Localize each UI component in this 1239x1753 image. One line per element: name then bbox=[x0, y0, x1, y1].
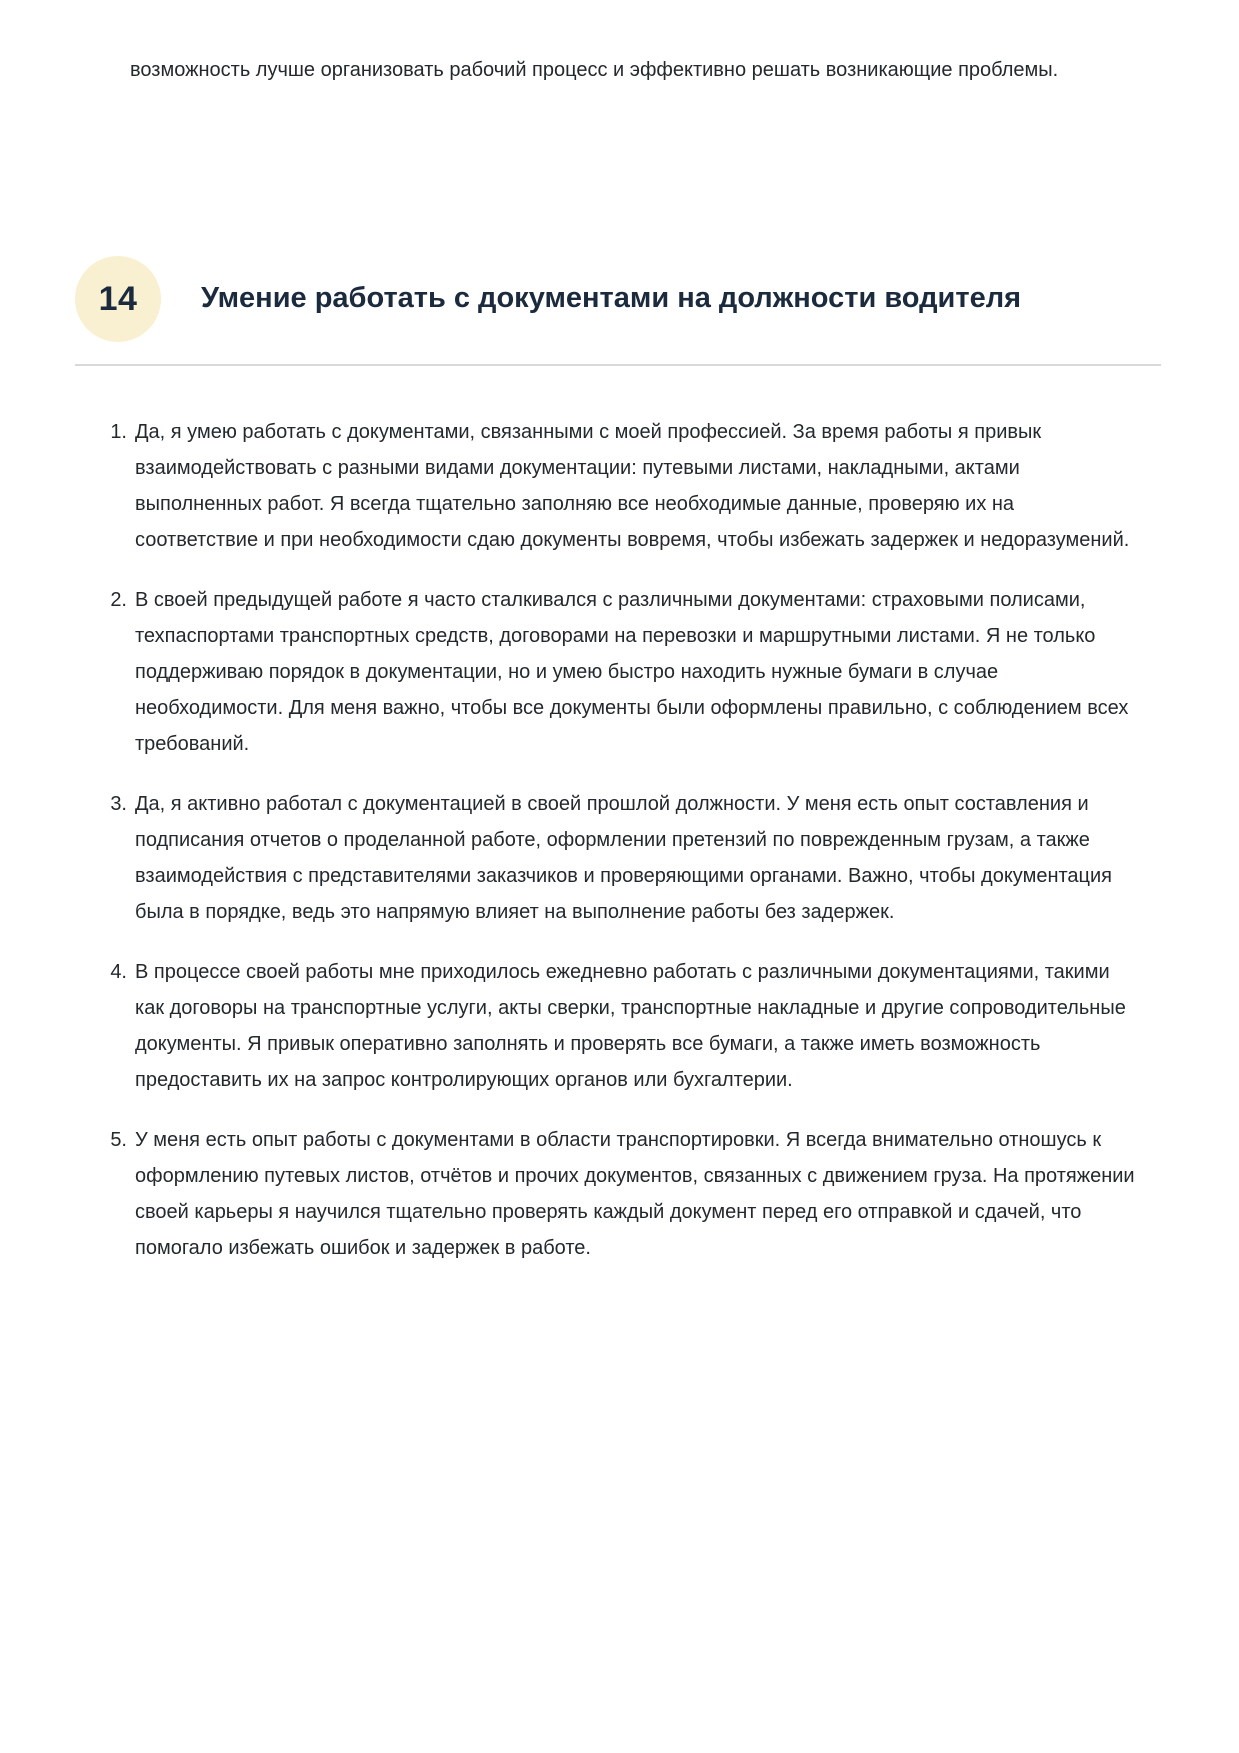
section-header bbox=[75, 256, 1161, 342]
list-item-text: Да, я активно работал с документацией в своей прошлой должности. У меня есть опыт составления и подписания отчетов о проделанной работе, оформлении претензий по поврежденным грузам, а также взаимодействия с представителями заказчиков и проверяющими органами. Важно, чтобы документация была в порядке, ведь это напрямую влияет на выполнение работы без задержек. bbox=[135, 793, 1113, 923]
intro-paragraph: возможность лучше организовать рабочий процесс и эффективно решать возникающие проблемы. bbox=[130, 59, 1059, 81]
list-item bbox=[103, 1122, 1141, 1266]
section-divider bbox=[75, 364, 1161, 366]
list-item bbox=[103, 786, 1141, 930]
list-item bbox=[103, 954, 1141, 1098]
list-item bbox=[103, 582, 1141, 762]
section-title: Умение работать с документами на должности водителя bbox=[201, 282, 1022, 315]
list-item-number: 3. bbox=[110, 793, 127, 815]
list-item-number: 2. bbox=[110, 589, 127, 611]
list-item-text: В своей предыдущей работе я часто сталкивался с различными документами: страховыми полисами, техпаспортами транспортных средств, договорами на перевозки и маршрутными листами. Я не только поддерживаю порядок в документации, но и умею быстро находить нужные бумаги в случае необходимости. Для меня важно, чтобы все документы были оформлены правильно, с соблюдением всех требований. bbox=[135, 589, 1129, 755]
list-item-text: У меня есть опыт работы с документами в области транспортировки. Я всегда внимательно отношусь к оформлению путевых листов, отчётов и прочих документов, связанных с движением груза. На протяжении своей карьеры я научился тщательно проверять каждый документ перед его отправкой и сдачей, что помогало избежать ошибок и задержек в работе. bbox=[135, 1129, 1135, 1259]
list-item-text: В процессе своей работы мне приходилось ежедневно работать с различными документациями, такими как договоры на транспортные услуги, акты сверки, транспортные накладные и другие сопроводительные документы. Я привык оперативно заполнять и проверять все бумаги, а также иметь возможность предоставить их на запрос контролирующих органов или бухгалтерии. bbox=[135, 961, 1126, 1091]
section-number: 14 bbox=[98, 279, 138, 318]
list-item-number: 5. bbox=[110, 1129, 127, 1151]
list-item-text: Да, я умею работать с документами, связанными с моей профессией. За время работы я привык взаимодействовать с разными видами документации: путевыми листами, накладными, актами выполненных работ. Я всегда тщательно заполняю все необходимые данные, проверяю их на соответствие и при необходимости сдаю документы вовремя, чтобы избежать задержек и недоразумений. bbox=[135, 421, 1130, 551]
list-item-number: 4. bbox=[110, 961, 127, 983]
answers-list bbox=[75, 414, 1161, 1266]
list-item bbox=[103, 414, 1141, 558]
list-item-number: 1. bbox=[110, 421, 127, 443]
section-number-badge bbox=[75, 256, 161, 342]
